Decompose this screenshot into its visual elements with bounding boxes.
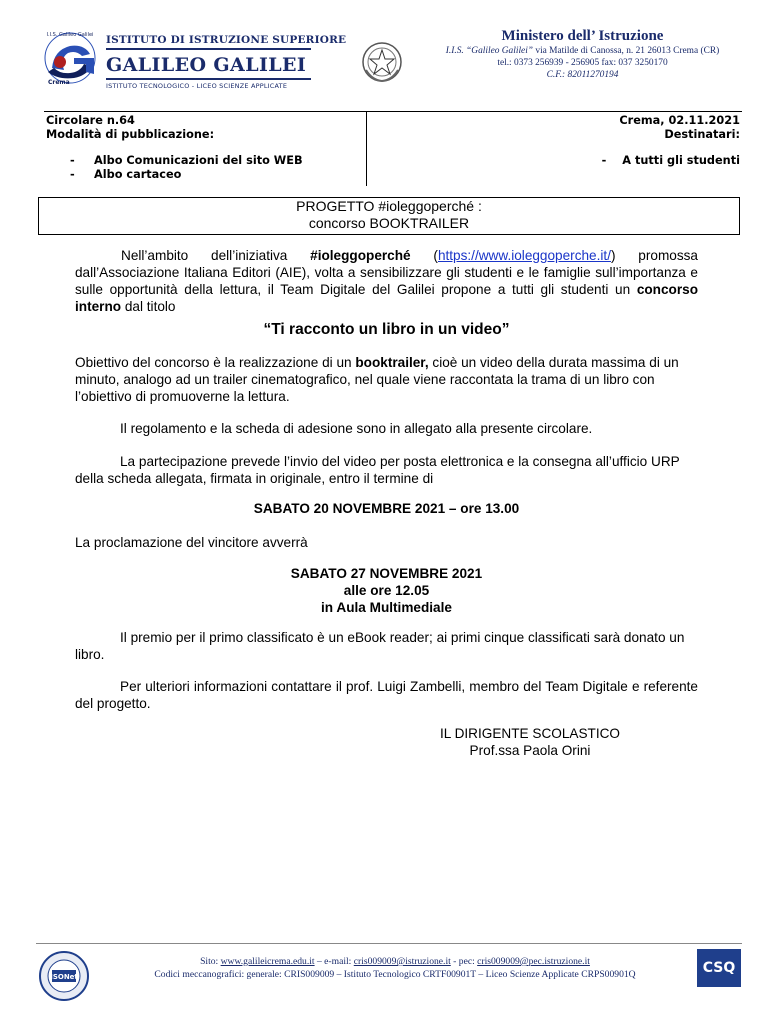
pec-link[interactable]: cris009009@pec.istruzione.it	[477, 956, 590, 967]
project-title: PROGETTO #ioleggoperché :	[296, 198, 482, 214]
ministry-cf: C.F.: 82011270194	[546, 70, 619, 80]
booktrailer-bold: booktrailer,	[355, 355, 429, 370]
website-link[interactable]: www.galileicrema.edu.it	[220, 956, 315, 967]
project-title-box	[38, 197, 740, 235]
publication-list	[46, 154, 364, 182]
paragraph-objective: Obiettivo del concorso è la realizzazione di un booktrailer, cioè un video della durata massima di un minuto, analogo ad un trailer cinematografico, nel quale viene raccontata la trama di un libro con l’obiettivo di promuoverne la lettura.	[75, 355, 679, 404]
institute-rule-2	[106, 78, 311, 80]
circular-info-table	[44, 111, 742, 186]
recipient-item: - A tutti gli studenti	[601, 154, 740, 167]
contest-bold: concorso interno	[75, 282, 698, 314]
paragraph-prize: Il premio per il primo classificato è un eBook reader; ai primi cinque classificati sarà donato un libro.	[75, 630, 685, 662]
circular-number: Circolare n.64	[46, 114, 135, 127]
event-block	[75, 565, 698, 616]
event-time: alle ore 12.05	[343, 583, 430, 598]
institute-subtitle: ISTITUTO TECNOLOGICO - LICEO SCIENZE APPLICATE	[106, 82, 288, 90]
signature-role: IL DIRIGENTE SCOLASTICO	[439, 726, 621, 741]
certification-seal-icon	[38, 950, 90, 1002]
institute-name: GALILEO GALILEI	[106, 54, 307, 76]
recipients-label: Destinatari:	[664, 128, 740, 141]
paragraph-proclamation: La proclamazione del vincitore avverrà	[75, 535, 308, 550]
ministry-address-line	[420, 45, 745, 57]
ioleggoperche-link[interactable]: https://www.ioleggoperche.it/	[437, 248, 611, 263]
seal-text: ISONet	[50, 973, 78, 981]
paragraph-info: Per ulteriori informazioni contattare il prof. Luigi Zambelli, membro del Team Digitale e referente del progetto.	[75, 679, 698, 711]
ministry-phone: tel.: 0373 256939 - 256905 fax: 037 3250170	[497, 58, 668, 68]
logo-city-text: Crema	[48, 79, 70, 86]
footer-codes: Codici meccanografici: generale: CRIS009009 – Istituto Tecnologico CRTF00901T – Liceo Scienze Applicate CRPS00901Q	[154, 969, 636, 980]
email-link[interactable]: cris009009@istruzione.it	[353, 956, 451, 967]
footer-contacts	[100, 955, 690, 981]
ministry-block	[420, 28, 745, 81]
institute-rule	[106, 48, 311, 50]
signature-name: Prof.ssa Paola Orini	[469, 743, 591, 758]
paragraph-participation: La partecipazione prevede l’invio del video per posta elettronica e la consegna all’ufficio URP della scheda allegata, firmata in originale, entro il termine di	[75, 454, 680, 486]
event-place: in Aula Multimediale	[321, 600, 452, 615]
csq-certification-logo: CSQ	[697, 949, 741, 987]
footer-line-1: Sito: www.galileicrema.edu.it – e-mail: cris009009@istruzione.it - pec: cris009009@pec.istruzione.it	[200, 956, 590, 967]
school-logo	[40, 28, 104, 86]
publication-mode-label: Modalità di pubblicazione:	[46, 128, 215, 141]
institute-type: ISTITUTO DI ISTRUZIONE SUPERIORE	[106, 34, 347, 46]
logo-ring-text: I.I.S. Galileo Galilei	[46, 32, 94, 38]
school-address: via Matilde di Canossa, n. 21 26013 Crema (CR)	[535, 46, 720, 56]
italian-republic-emblem-icon	[360, 40, 404, 84]
paragraph-intro: Nell’ambito dell’iniziativa #ioleggoperché (https://www.ioleggoperche.it/) promossa dall’Associazione Italiana Editori (AIE), volta a sensibilizzare gli studenti e le famiglie sull’importanza e sulle opportunità della lettura, il Team Digitale del Galilei propone a tutti gli studenti un concorso interno dal titolo	[75, 248, 698, 314]
event-date: SABATO 27 NOVEMBRE 2021	[290, 566, 483, 581]
info-right-cell	[370, 114, 740, 168]
signature-block	[420, 725, 640, 759]
school-prefix: I.I.S.	[445, 46, 464, 56]
project-subtitle: concorso BOOKTRAILER	[308, 215, 470, 231]
place-date: Crema, 02.11.2021	[619, 114, 740, 127]
info-left-cell	[46, 114, 364, 182]
footer-rule	[36, 943, 742, 944]
contest-quote: “Ti racconto un libro in un video”	[263, 321, 510, 338]
paragraph-attachments: Il regolamento e la scheda di adesione sono in allegato alla presente circolare.	[120, 421, 593, 436]
ministry-title: Ministero dell’ Istruzione	[501, 28, 664, 44]
table-divider	[366, 112, 367, 186]
deadline: SABATO 20 NOVEMBRE 2021 – ore 13.00	[253, 501, 520, 516]
hashtag: #ioleggoperché	[310, 248, 411, 263]
list-item: - Albo cartaceo	[70, 168, 182, 181]
school-name: “Galileo Galilei”	[466, 46, 534, 56]
list-item: - Albo Comunicazioni del sito WEB	[70, 154, 303, 167]
institute-block	[106, 34, 347, 90]
